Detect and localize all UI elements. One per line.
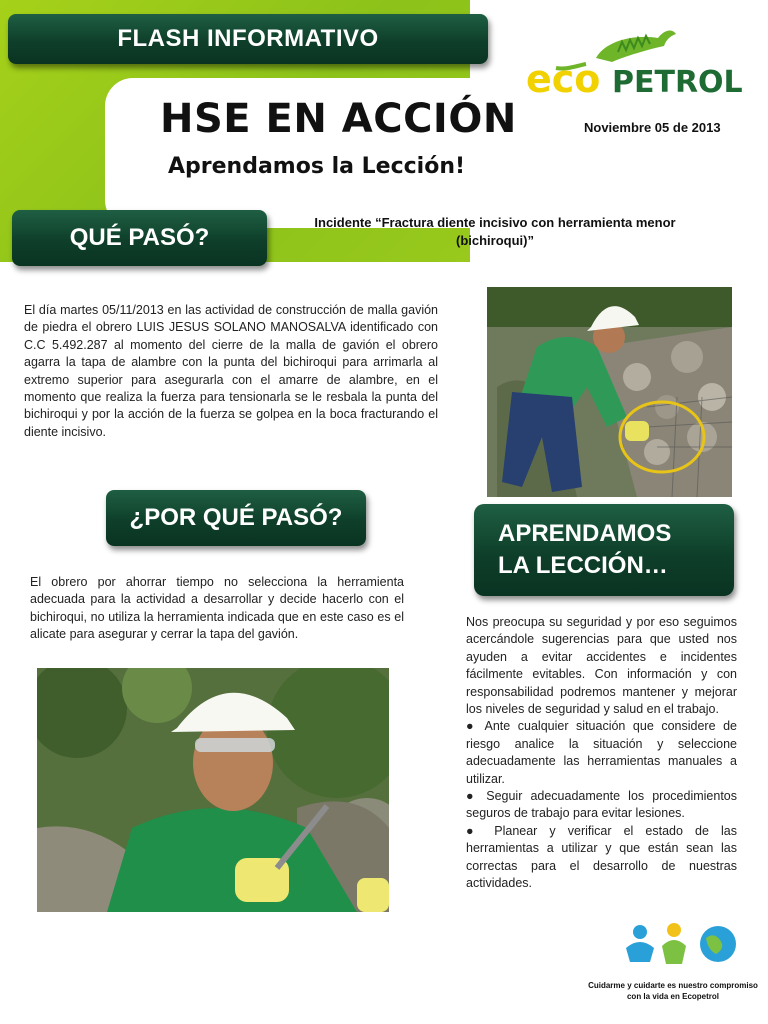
incident-title: Incidente “Fractura diente incisivo con herramienta menor (bichiroqui)” [314,215,676,248]
por-que-paso-heading [106,490,366,546]
que-paso-label: QUÉ PASÓ? [69,224,210,251]
que-paso-text: El día martes 05/11/2013 en las actividad de construcción de malla gavión de piedra el obrero LUIS JESUS SOLANO MANOSALVA identificado con C.C 5.492.287 al momento del cierre de la malla de gavión el obrero agarra la tapa de alambre con la punta del bichiroqui para arrimarla al extremo superior para asegurarla con el amarre de alambre, en el momento que realiza la fuerza para tensionarla se le resbala la punta del bichiroqui y por la acción de la fuerza se golpea en la boca fracturando el diente incisivo. [24,303,438,439]
aprendamos-intro: Nos preocupa su seguridad y por eso seguimos acercándole sugerencias para que usted nos ayuden a evitar accidentes e incidentes fácilmente evitables. Con información y con responsabilidad podremos mantener y mejorar los niveles de seguridad y salud en el trabajo. [466,615,737,717]
globe-icon [700,926,736,962]
page-subtitle: Aprendamos la Lección! [168,154,466,179]
svg-text:PETROL: PETROL [612,65,743,100]
aprendamos-text [466,614,737,893]
person-icon [662,923,686,964]
aprendamos-heading [474,504,734,596]
safety-mascots-graphic [622,918,742,970]
por-que-paso-label: ¿POR QUÉ PASÓ? [129,504,343,531]
footer-line2: con la vida en Ecopetrol [626,992,720,1001]
que-paso-heading [12,210,267,266]
worker-portrait-photo [37,668,389,912]
aprendamos-label-line1: APRENDAMOS [498,520,672,547]
footer-line1: Cuidarme y cuidarte es nuestro compromiso [588,981,758,990]
aprendamos-bullet: ● Seguir adecuadamente los procedimientos seguros de trabajo para evitar lesiones. [466,789,737,821]
aprendamos-bullet: ● Planear y verificar el estado de las herramientas a utilizar y que están sean las correctas para el desarrollo de nuestras actividades. [466,823,737,891]
flash-informativo-banner [8,14,488,64]
worker-gabion-photo [487,287,732,497]
page-title: HSE EN ACCIÓN [160,96,517,142]
person-icon [626,925,654,962]
ecopetrol-logo [526,20,752,100]
iguana-icon [526,20,752,100]
svg-text:eco: eco [526,57,601,100]
aprendamos-bullet: ● Ante cualquier situación que considere de riesgo analice la situación y seleccione adecuadamente las herramientas manuales a utilizar. [466,719,737,786]
flash-label: FLASH INFORMATIVO [117,25,379,52]
issue-date: Noviembre 05 de 2013 [584,120,721,135]
footer-slogan [583,980,763,1002]
aprendamos-label-line2: LA LECCIÓN… [498,552,668,579]
por-que-paso-text: El obrero por ahorrar tiempo no selecciona la herramienta adecuada para la actividad a desarrollar y decide hacerlo con el bichiroqui, no utiliza la herramienta indicada que en este caso es el alicate para asegurar y cerrar la tapa del gavión. [30,575,404,642]
